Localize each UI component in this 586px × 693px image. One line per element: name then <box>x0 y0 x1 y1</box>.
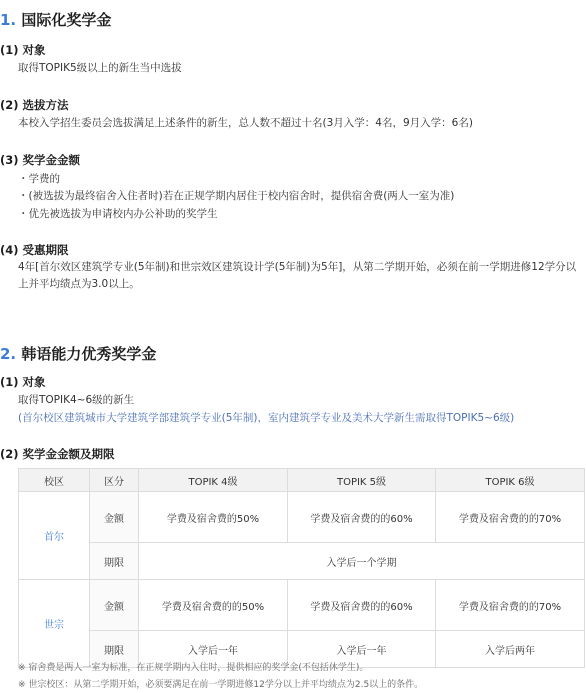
footnote-sejong: ※ 世宗校区：从第二学期开始，必须要满足在前一学期进修12学分以上并平均绩点为2.5以上的条件。 <box>18 680 424 690</box>
campus-sejong: 世宗 <box>19 580 90 668</box>
header-topik6: TOPIK 6级 <box>436 469 585 492</box>
seoul-amount-topik6: 学费及宿舍费的的70% <box>436 492 585 543</box>
table-header-row <box>19 469 585 492</box>
table-row <box>19 580 585 631</box>
section2-title-text: 韩语能力优秀奖学金 <box>21 345 157 363</box>
seoul-amount-topik4: 学费及宿舍费的50% <box>139 492 288 543</box>
seoul-amount-label: 金额 <box>90 492 139 543</box>
sejong-amount-label: 金额 <box>90 580 139 631</box>
section1-amount-heading: (3) 奖学金金额 <box>0 153 81 167</box>
section1-period-text: 4年[首尔效区建筑学专业(5年制)和世宗效区建筑设计学(5年制)为5年]，从第二学期开始，必须在前一学期进修12学分以上并平均绩点为3.0以上。 <box>18 261 577 290</box>
section2-title <box>0 343 156 364</box>
section2-number: 2. <box>0 345 17 363</box>
section1-method-text: 本校入学招生委员会选拔满足上述条件的新生，总人数不超过十名(3月入学：4名，9月入学：6名) <box>18 117 473 129</box>
section2-target-note: (首尔校区建筑城市大学建筑学部建筑学专业(5年制)，室内建筑学专业及美术大学新生需取得TOPIK5~6级) <box>18 412 515 424</box>
scholarship-table <box>18 468 585 668</box>
campus-seoul: 首尔 <box>19 492 90 580</box>
section1-target-text: 取得TOPIK5级以上的新生当中选拔 <box>18 62 182 74</box>
sejong-period-topik4: 入学后一年 <box>139 631 288 668</box>
sejong-period-label: 期限 <box>90 631 139 668</box>
section1-amount-item: ・ 优先被选拔为申请校内办公补助的奖学生 <box>18 206 218 221</box>
sejong-amount-topik4: 学费及宿舍费的的50% <box>139 580 288 631</box>
section2-amount-heading: (2) 奖学金金额及期限 <box>0 447 115 461</box>
header-topik4: TOPIK 4级 <box>139 469 288 492</box>
section1-method-heading: (2) 选拔方法 <box>0 98 69 112</box>
section1-period-heading: (4) 受惠期限 <box>0 243 69 257</box>
section1-title <box>0 9 111 30</box>
sejong-amount-topik5: 学费及宿舍费的的60% <box>288 580 436 631</box>
sejong-period-topik6: 入学后两年 <box>436 631 585 668</box>
footnote-dormitory: ※ 宿舍费是两人一室为标准，在正规学期内入住时，提供相应的奖学金(不包括休学生)。 <box>18 663 369 673</box>
seoul-period: 入学后一个学期 <box>139 543 585 580</box>
seoul-period-label: 期限 <box>90 543 139 580</box>
section2-target-heading: (1) 对象 <box>0 375 46 389</box>
sejong-period-topik5: 入学后一年 <box>288 631 436 668</box>
header-category: 区分 <box>90 469 139 492</box>
header-topik5: TOPIK 5级 <box>288 469 436 492</box>
seoul-amount-topik5: 学费及宿舍费的的60% <box>288 492 436 543</box>
section1-number: 1. <box>0 11 17 29</box>
header-campus: 校区 <box>19 469 90 492</box>
section1-amount-item: ・ (被选拔为最终宿舍入住者时)若在正规学期内居住于校内宿舍时，提供宿舍费(两人一室为准) <box>18 188 454 203</box>
section1-title-text: 国际化奖学金 <box>21 11 112 29</box>
table-row <box>19 543 585 580</box>
sejong-amount-topik6: 学费及宿舍费的的70% <box>436 580 585 631</box>
table-row <box>19 492 585 543</box>
section2-target-text: 取得TOPIK4~6级的新生 <box>18 394 135 406</box>
section1-target-heading: (1) 对象 <box>0 43 46 57</box>
section1-amount-item: ・ 学费的 <box>18 171 60 186</box>
